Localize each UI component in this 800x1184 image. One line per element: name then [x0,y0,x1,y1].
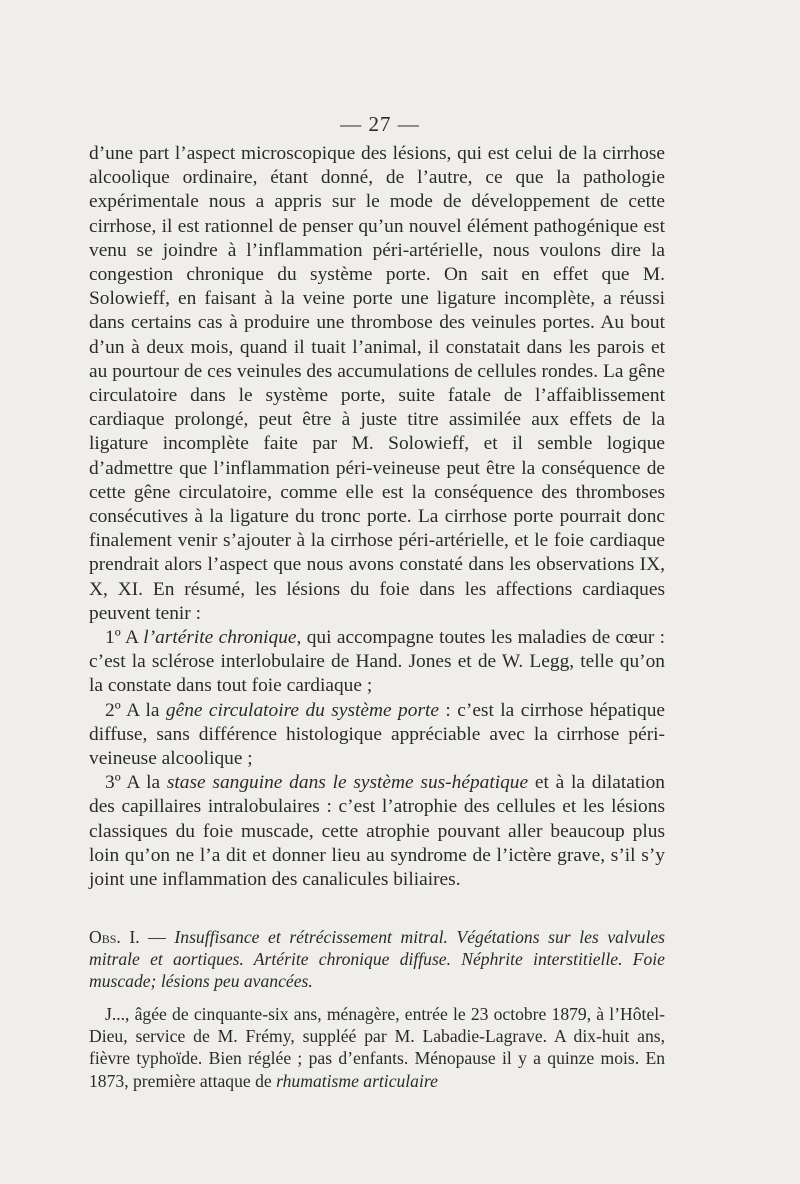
list-item-3-text: et à la dilatation des capillaires intralobulaires : c’est l’atrophie des cellules et les lésions classiques du foie muscade, cette atrophie pouvant aller beaucoup plus loin qu’on ne l’a dit et donner lieu au syndrome de l’ictère grave, s’il s’y joint une inflammation des canalicules biliaires. [89,772,665,891]
case-term: rhumatisme articulaire [276,1070,438,1091]
observation-title: Insuffisance et rétrécissement mitral. Végétations sur les valvules mitrale et aortiques. Artérite chronique diffuse. Néphrite interstitielle. Foie muscade; lésions peu avancées. [89,927,666,991]
case-text: J..., âgée de cinquante-six ans, ménagère, entrée le 23 octobre 1879, à l’Hôtel-Dieu, service de M. Frémy, suppléé par M. Labadie-Lagrave. A dix-huit ans, fièvre typhoïde. Bien réglée ; pas d’enfants. Ménopause il y a quinze mois. En 1873, première attaque de [89,1004,665,1091]
list-item-2-number: 2º A la [105,699,166,721]
list-item-1-text: , qui accompagne toutes les maladies de cœur : c’est la sclérose interlobulaire de Hand. Jones et de W. Legg, telle qu’on la constate dans tout foie cardiaque ; [89,627,666,697]
list-item-2-term: gêne circulatoire du système porte [165,699,439,721]
list-item-1-term: l’artérite chronique [143,627,297,649]
observation-dash: — [139,927,175,947]
main-text [89,142,665,892]
list-item-2-text: : c’est la cirrhose hépatique diffuse, sans différence histologique appréciable avec la cirrhose péri-veineuse alcoolique ; [89,699,665,770]
list-item-1 [89,626,665,699]
list-item-2 [89,699,665,772]
list-item-3-number: 3º A la [105,772,167,794]
list-item-3-term: stase sanguine dans le système sus-hépatique [166,772,529,794]
case-paragraph [89,1003,665,1092]
observation-label: Obs. I. [89,927,140,947]
paragraph-discussion: d’une part l’aspect microscopique des lésions, qui est celui de la cirrhose alcoolique ordinaire, étant donné, de l’autre, ce que la pathologie expérimentale nous a appris sur le mode de développement de cette cirrhose, il est rationnel de penser qu’un nouvel élément pathogénique est venu se joindre à l’inflammation péri-artérielle, nous voulons dire la congestion chronique du système porte. On sait en effet que M. Solowieff, en faisant à la veine porte une ligature incomplète, a réussi dans certains cas à produire une thrombose des veinules portes. Au bout d’un à deux mois, quand il tuait l’animal, il constatait dans les parois et au pourtour de ces veinules des accumulations de cellules rondes. La gêne circulatoire dans le système porte, suite fatale de l’affaiblissement cardiaque prolongé, peut être à juste titre assimilée aux effets de la ligature incomplète faite par M. Solowieff, et il semble logique d’admettre que l’inflammation péri-veineuse peut être la conséquence de cette gêne circulatoire, comme elle est la conséquence des thromboses consécutives à la ligature du tronc porte. La cirrhose porte pourrait donc finalement venir s’ajouter à la cirrhose péri-artérielle, et le foie cardiaque prendrait alors l’aspect que nous avons constaté dans les observations IX, X, XI. En résumé, les lésions du foie dans les affections cardiaques peuvent tenir : [89,143,665,624]
list-item-1-number: 1º A [105,627,144,649]
page-number: — 27 — [340,112,420,136]
list-item-3 [89,771,665,892]
observation-heading [89,926,665,992]
case-report [89,1003,665,1092]
